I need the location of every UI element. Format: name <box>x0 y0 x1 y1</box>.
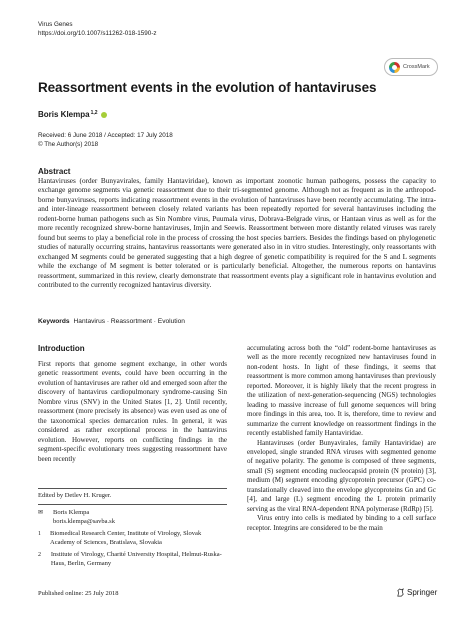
received-accepted: Received: 6 June 2018 / Accepted: 17 July 2018 <box>38 132 173 139</box>
publisher-name: Springer <box>407 588 438 597</box>
crossmark-icon <box>389 62 400 73</box>
publisher-logo <box>396 588 437 597</box>
author-name[interactable]: Boris Klempa <box>38 110 90 119</box>
article-dates <box>38 132 173 149</box>
left-column-text <box>38 360 227 464</box>
keywords-list: Hantavirus · Reassortment · Evolution <box>73 318 185 325</box>
right-column-text <box>247 344 436 533</box>
author-line <box>38 110 107 119</box>
intro-paragraph-1: First reports that genome segment exchange, in other words genetic reassortment events, could have been occurring in the evolution of hantaviruses are rather old and emerged soon after the discovery of hantavirus cardiopulmonary syndrome-causing Sin Nombre virus (SNV) in the United States [1, 2]. Until recently, reassortment (more precisely its absence) was even used as one of the taxonomical species demarcation rules. In general, it was considered as rather exceptional process in the hantavirus evolution. However, reports on conflicting findings in the segment-specific evolutionary trees suggesting reassortment have been recently <box>38 360 227 463</box>
affiliation-2-number: 2 <box>38 552 41 559</box>
keywords-label: Keywords <box>38 318 70 325</box>
contact-name: Boris Klempa <box>53 509 90 516</box>
article-title: Reassortment events in the evolution of hantaviruses <box>38 80 377 95</box>
contact-email[interactable]: boris.klempa@savba.sk <box>53 517 115 525</box>
orcid-icon[interactable] <box>101 112 107 118</box>
contact-block <box>38 509 227 569</box>
abstract-heading: Abstract <box>38 167 71 176</box>
affiliation-1-number: 1 <box>38 531 41 538</box>
envelope-icon: ✉ <box>38 510 44 516</box>
published-date: Published online: 25 July 2018 <box>38 590 119 597</box>
crossmark-badge[interactable] <box>384 58 438 76</box>
copyright: © The Author(s) 2018 <box>38 140 99 148</box>
journal-name: Virus Genes <box>38 21 73 28</box>
intro-paragraph-1-cont: accumulating across both the “old” rodent-borne hantaviruses as well as the more recently recognized new hantaviruses found in non-rodent hosts. In light of these findings, it seems that reassortment is more common among hantaviruses than previously reported. Moreover, it is highly likely that the recent progress in the utilization of next-generation-sequencing (NGS) technologies leading to massive increase of full genome sequences will bring more findings in this area, too. It is, therefore, time to review and summarize the current knowledge on reassortment findings in the recently established family Hantaviridae. <box>247 344 436 438</box>
affiliation-2: Institute of Virology, Charité University Hospital, Helmut-Ruska-Haus, Berlin, Germany <box>50 551 222 567</box>
edited-by: Edited by Detlev H. Kruger. <box>38 492 112 499</box>
doi-link[interactable]: https://doi.org/10.1007/s11262-018-1590-z <box>38 29 157 37</box>
keywords <box>38 318 185 325</box>
introduction-heading: Introduction <box>38 344 85 353</box>
journal-header <box>38 21 157 38</box>
intro-paragraph-3: Virus entry into cells is mediated by binding to a cell surface receptor. Integrins are considered to be the main <box>247 514 436 532</box>
footnote-rule-2 <box>38 504 227 505</box>
crossmark-label: CrossMark <box>403 64 430 70</box>
springer-horse-icon <box>396 588 405 597</box>
footnote-rule <box>38 488 227 489</box>
intro-paragraph-2: Hantaviruses (order Bunyavirales, family Hantaviridae) are enveloped, single stranded RNA viruses with segmented genome of negative polarity. The genome is composed of three segments, small (S) segment encoding nucleocapsid protein (N protein) [3], medium (M) segment encoding glycoprotein precursor (GPC) co-translationally cleaved into the envelope glycoproteins Gn and Gc [4], and large (L) segment encoding the L protein primarily serving as the viral RNA-dependent RNA polymerase (RdRp) [5]. <box>247 438 436 513</box>
abstract-text: Hantaviruses (order Bunyavirales, family Hantaviridae), known as important zoonotic human pathogens, possess the capacity to exchange genome segments via genetic reassortment due to their tri-segmented genome. Although not as frequent as in the arthropod-borne bunyaviruses, reports indicating reassortment events in the evolution of hantaviruses have been recently accumulating. The intra- and inter-lineage reassortment between closely related variants has been repeatedly reported for several hantaviruses including the rodent-borne human pathogens such as Sin Nombre virus, Puumala virus, Dobrava-Belgrade virus, or Hantaan virus as well as for the more recently recognized shrew-borne hantaviruses, Imjin and Seewis. Reassortment between more distantly related viruses was rarely found but seems to play a beneficial role in the process of crossing the host species barriers. Besides the findings based on phylogenetic studies of naturally occurring strains, hantavirus reassortants were generated also in in vitro studies. Interestingly, only reassortants with exchanged M segments could be generated suggesting that a high degree of genetic compatibility is required for the S and L segments while the exchange of M segment is better tolerated or is particularly beneficial. Altogether, the numerous reports on hantavirus reassortment, summarized in this review, clearly demonstrate that reassortment events play a significant role in hantavirus evolution and contributed to the currently recognized hantavirus diversity. <box>38 177 436 289</box>
author-affiliation-marks: 1,2 <box>90 110 98 116</box>
affiliation-1: Biomedical Research Center, Institute of Virology, Slovak Academy of Sciences, Bratislava, Slovakia <box>50 530 202 546</box>
